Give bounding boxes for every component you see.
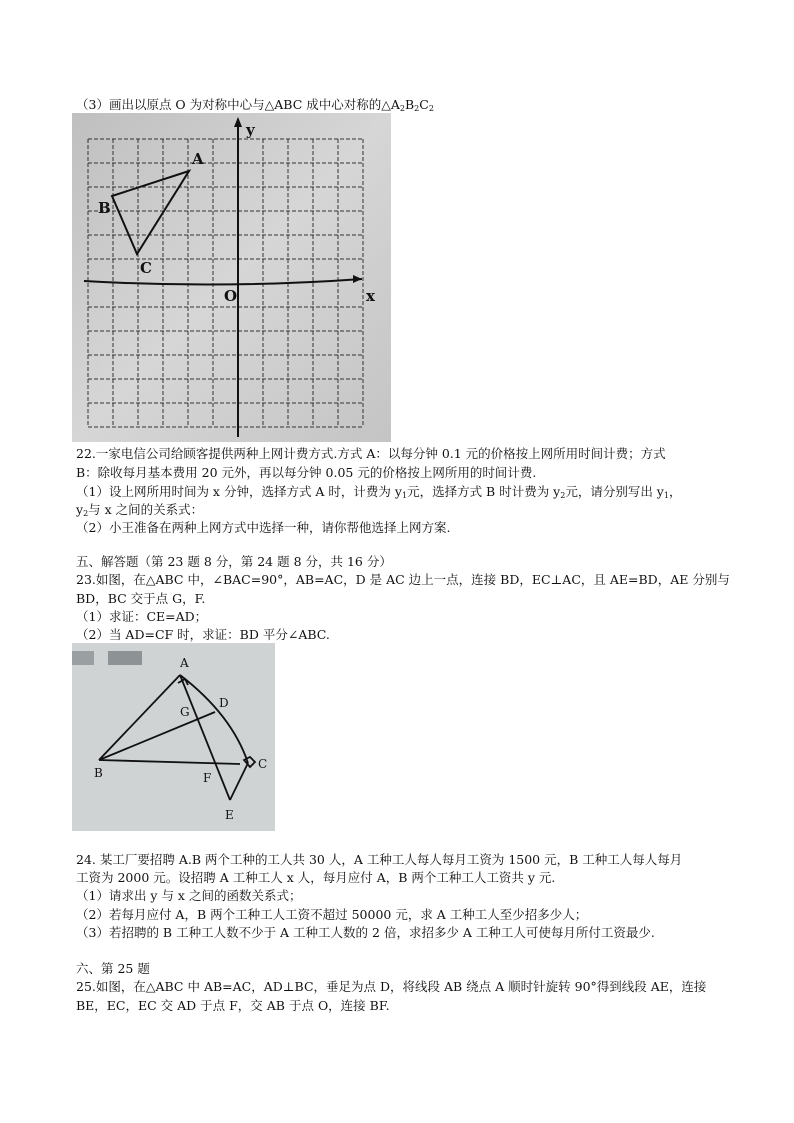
q22-line2: B：除收每月基本费用 20 元外，再以每分钟 0.05 元的价格按上网所用的时间计费. <box>76 465 537 480</box>
x-axis-label: x <box>366 287 375 305</box>
triangle-figure <box>72 643 275 831</box>
y-axis-label: y <box>246 121 255 139</box>
q25-line2: BE，EC，EC 交 AD 于点 F，交 AB 于点 O，连接 BF. <box>76 998 390 1013</box>
blurred-mark <box>108 651 142 665</box>
point-b-label: B <box>94 766 103 780</box>
q25-line1: 25.如图，在△ABC 中 AB=AC，AD⊥BC，垂足为点 D，将线段 AB 绕点 A 顺时针旋转 90°得到线段 AE，连接 <box>76 979 707 994</box>
q22-line1: 22.一家电信公司给顾客提供两种上网计费方式.方式 A：以每分钟 0.1 元的价格按上网所用时间计费；方式 <box>76 446 666 461</box>
q23-line1: 23.如图，在△ABC 中，∠BAC=90°，AB=AC，D 是 AC 边上一点，连接 BD，EC⊥AC，且 AE=BD，AE 分别与 <box>76 572 730 587</box>
q23-line2: BD，BC 交于点 G，F. <box>76 591 206 606</box>
blurred-mark <box>72 651 94 665</box>
q24-line1: 24. 某工厂要招聘 A.B 两个工种的工人共 30 人，A 工种工人每人每月工资为 1500 元，B 工种工人每人每月 <box>76 852 683 867</box>
origin-label: O <box>224 287 238 305</box>
point-c-label: C <box>140 259 152 277</box>
q24-line4: （2）若每月应付 A，B 两个工种工人工资不超过 50000 元，求 A 工种工人至少招多少人； <box>76 907 588 922</box>
point-g-label: G <box>180 705 190 719</box>
q23-line4: （2）当 AD=CF 时，求证：BD 平分∠ABC. <box>76 627 330 642</box>
point-b-label: B <box>98 199 111 217</box>
q22-line5: （2）小王准备在两种上网方式中选择一种，请你帮他选择上网方案. <box>76 520 451 535</box>
point-c-label: C <box>258 757 268 771</box>
section5-heading: 五、解答题（第 23 题 8 分，第 24 题 8 分，共 16 分） <box>76 554 392 569</box>
q21-part3: （3）画出以原点 O 为对称中心与△ABC 成中心对称的$\triangle A_2B_2C_2$ <box>76 97 434 113</box>
coordinate-grid-figure <box>72 113 391 442</box>
q23-line3: （1）求证：CE=AD； <box>76 609 208 624</box>
point-e-label: E <box>225 808 234 822</box>
point-d-label: D <box>219 696 229 710</box>
q22-line3: （1）设上网所用时间为 x 分钟，选择方式 A 时，计费为 $y_1$元，选择方式 B 时计费为 $y_2$元，请分别写出 $y_1$， <box>76 484 682 500</box>
point-f-label: F <box>203 771 212 785</box>
q24-line2: 工资为 2000 元。设招聘 A 工种工人 x 人，每月应付 A，B 两个工种工人工资共 y 元. <box>76 870 556 885</box>
section6-heading: 六、第 25 题 <box>76 961 150 976</box>
q24-line3: （1）请求出 y 与 x 之间的函数关系式； <box>76 888 302 903</box>
q22-line4: $y_2$与 x 之间的关系式： <box>76 502 204 518</box>
q24-line5: （3）若招聘的 B 工种工人数不少于 A 工种工人数的 2 倍，求招多少 A 工种工人可使每月所付工资最少. <box>76 925 655 940</box>
point-a-label: A <box>180 656 189 670</box>
point-a-label: A <box>192 150 204 168</box>
